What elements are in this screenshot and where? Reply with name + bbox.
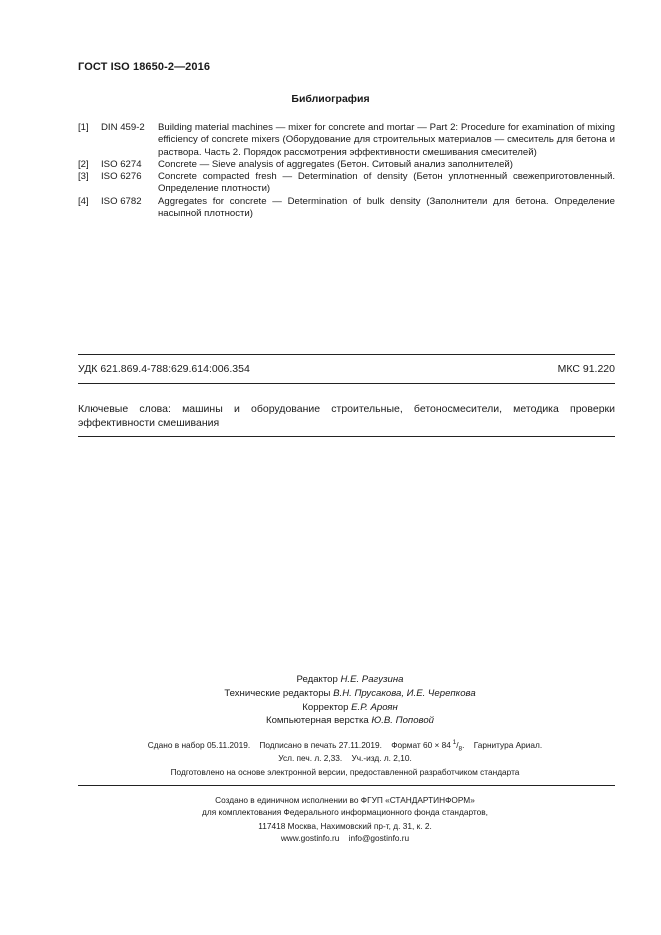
publisher-address: 117418 Москва, Нахимовский пр-т, д. 31, к. 2. — [258, 821, 432, 831]
bibliography-entry — [78, 171, 615, 196]
entry-number: [1] — [78, 122, 89, 133]
entry-text: Concrete — Sieve analysis of aggregates (Бетон. Ситовый анализ заполнителей) — [158, 158, 513, 170]
bibliography-title: Библиография — [291, 93, 370, 105]
bibliography-list — [78, 122, 615, 220]
tech-editors-line: Технические редакторы В.Н. Прусакова, И.Е. Черепкова — [224, 687, 476, 699]
email-link[interactable]: info@gostinfo.ru — [348, 833, 410, 843]
corrector-name: Е.Р. Ароян — [351, 701, 398, 713]
entry-number: [3] — [78, 171, 89, 183]
print-info-line-2: Усл. печ. л. 2,33. Уч.-изд. л. 2,10. — [278, 753, 412, 763]
divider-keywords-bottom — [78, 436, 615, 437]
divider-publisher — [78, 785, 615, 786]
entry-text: Building material machines — mixer for concrete and mortar — Part 2: Procedure for examination of mixing efficiency of concrete mixers (Оборудование для строительных материалов — смеситель для бетона и раствора. Часть 2. Порядок рассмотрения эффективности смешивания смесителей) — [158, 122, 615, 158]
website-link[interactable]: www.gostinfo.ru — [280, 833, 340, 843]
bibliography-entry — [78, 159, 615, 171]
publisher-line-2: для комплектования Федерального информационного фонда стандартов, — [202, 807, 488, 817]
entry-text: Aggregates for concrete — Determination of bulk density (Заполнители для бетона. Определение насыпной плотности) — [158, 195, 615, 220]
udk-code: УДК 621.869.4-788:629.614:006.354 — [78, 363, 250, 375]
credits-block — [150, 673, 550, 728]
entry-code: DIN 459-2 — [101, 122, 145, 133]
bibliography-entry — [78, 196, 615, 221]
entry-text: Concrete compacted fresh — Determination of density (Бетон уплотненный свежеприготовленный. Определение плотности) — [158, 171, 615, 195]
editor-name: Н.Е. Рагузина — [340, 674, 404, 685]
mks-code: МКС 91.220 — [557, 363, 615, 375]
publisher-contacts — [80, 833, 610, 843]
entry-code: ISO 6276 — [101, 171, 142, 183]
entry-number: [2] — [78, 158, 89, 170]
divider-top — [78, 354, 615, 355]
layout-line: Компьютерная верстка Ю.В. Поповой — [266, 715, 434, 727]
divider-middle — [78, 383, 615, 384]
entry-number: [4] — [78, 195, 89, 207]
print-info-line-1: Сдано в набор 05.11.2019. Подписано в печать 27.11.2019. Формат 60 × 84 $^1/_8$. Гарнитура Ариал. — [147, 739, 543, 753]
bibliography-entry — [78, 122, 615, 159]
layout-name: Ю.В. Поповой — [371, 715, 434, 727]
tech-editors-names: В.Н. Прусакова, И.Е. Черепкова — [333, 687, 476, 699]
corrector-line: Корректор Е.Р. Ароян — [302, 701, 398, 713]
prepared-note: Подготовлено на основе электронной версии, предоставленной разработчиком стандарта — [170, 767, 520, 777]
format-info: Формат 60 × 84 $^1/_8$. — [391, 739, 465, 753]
document-header: ГОСТ ISO 18650-2—2016 — [78, 61, 211, 73]
publisher-line-1: Создано в единичном исполнении во ФГУП «СТАНДАРТИНФОРМ» — [215, 795, 475, 805]
keywords: Ключевые слова: машины и оборудование строительные, бетоносмесители, методика проверки эффективности смешивания — [78, 403, 615, 429]
editor-line: Редактор Н.Е. Рагузина — [296, 674, 404, 685]
entry-code: ISO 6274 — [101, 158, 142, 170]
entry-code: ISO 6782 — [101, 195, 142, 207]
